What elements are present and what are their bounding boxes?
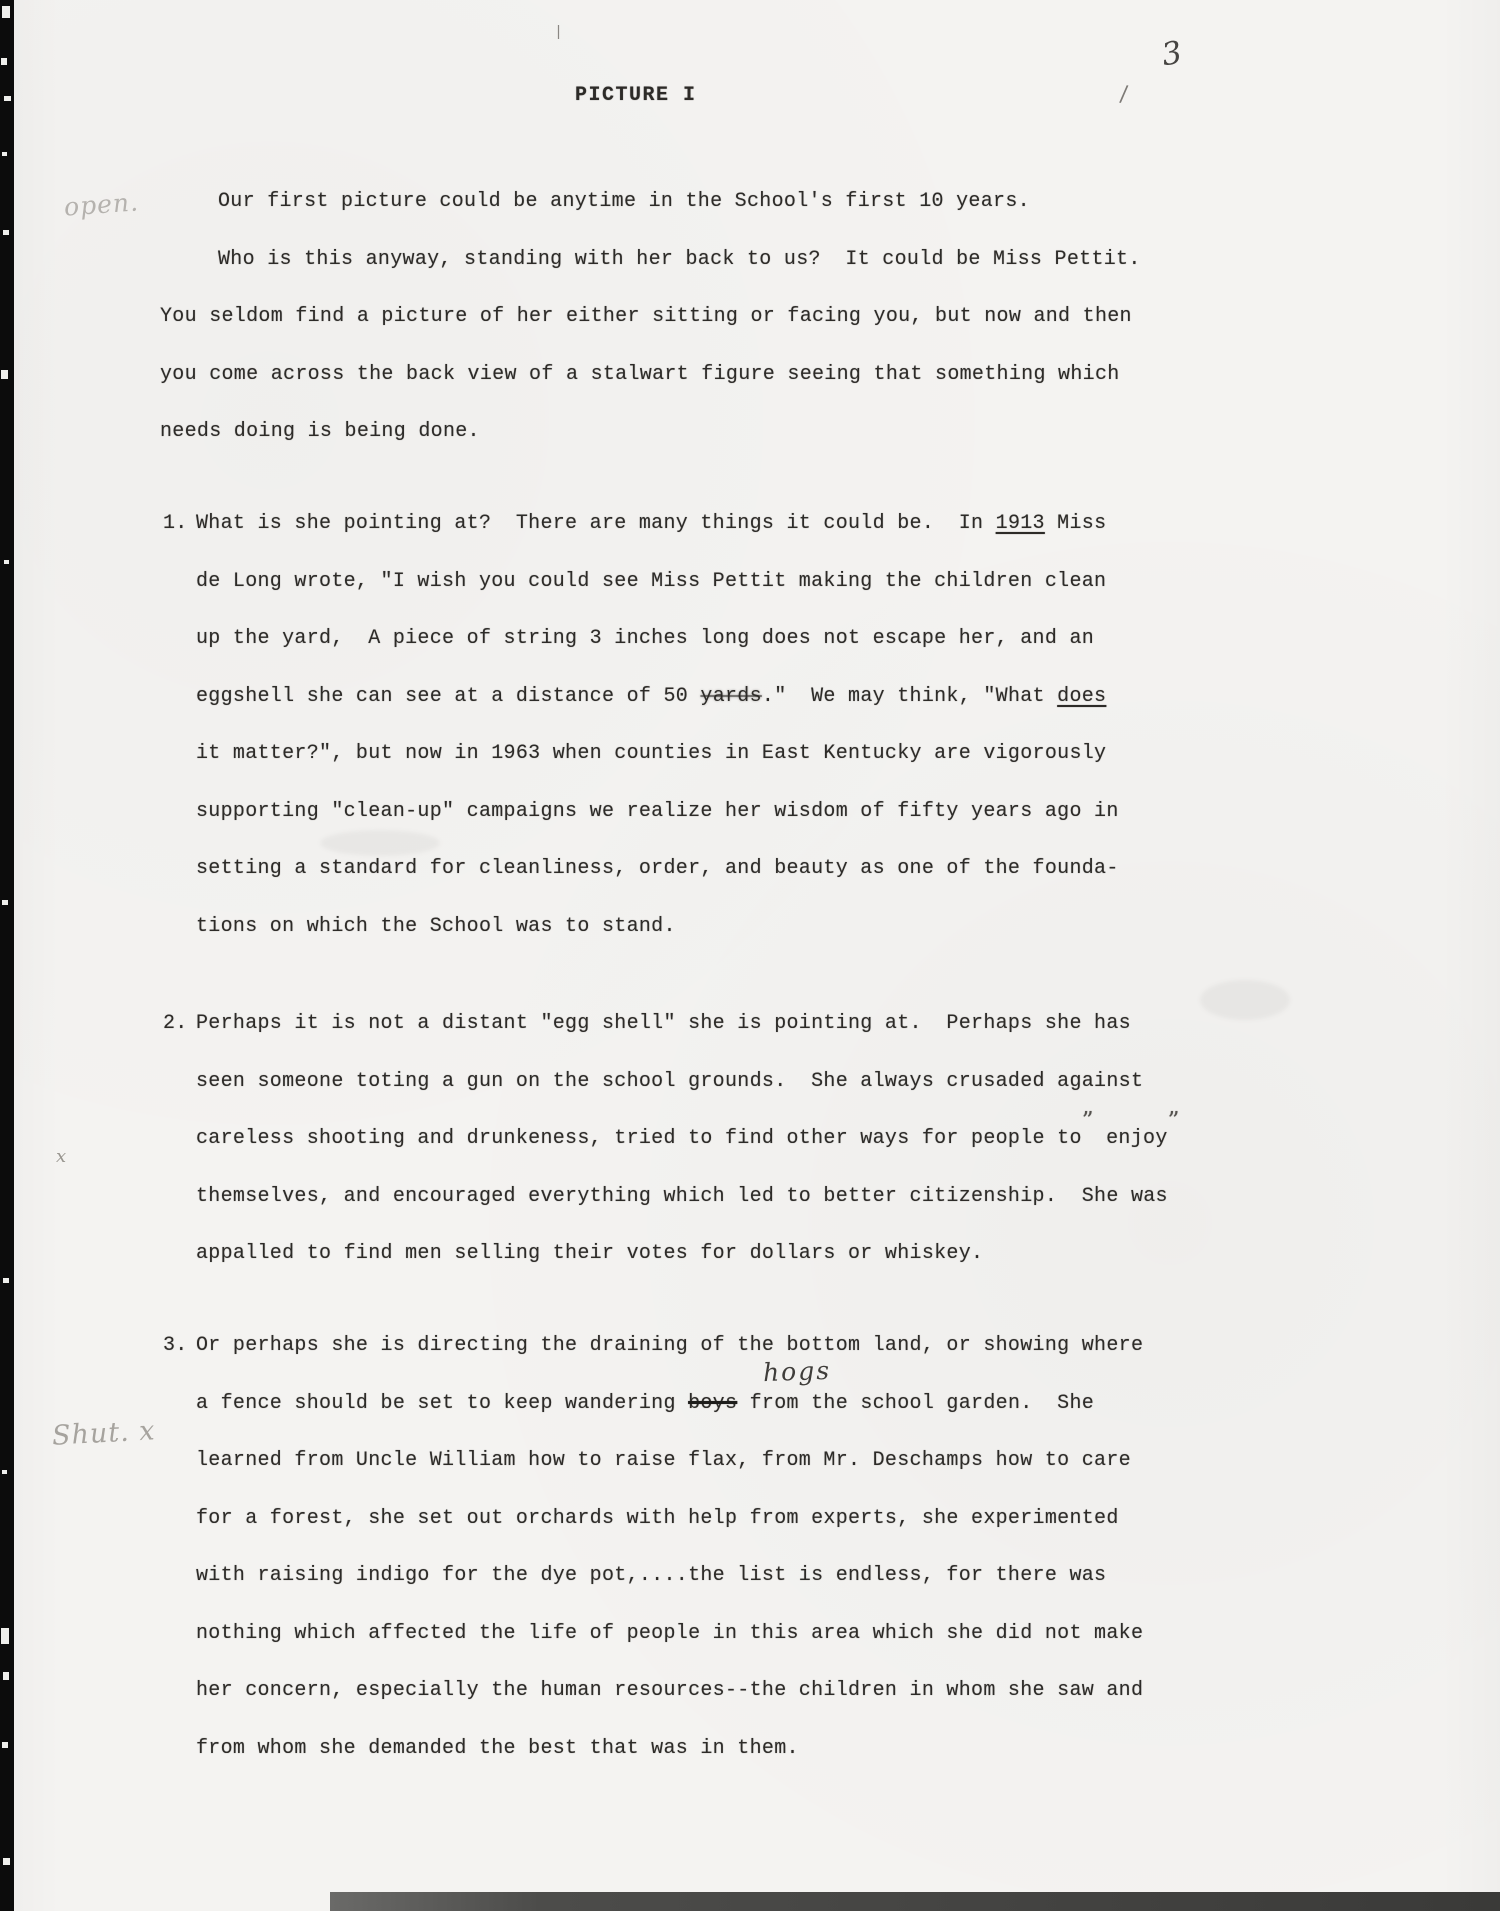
film-speck — [2, 152, 7, 156]
text-line: for a forest, she set out orchards with help from experts, she experimented — [196, 1506, 1119, 1530]
film-speck — [3, 1672, 9, 1680]
handwritten-x-mark: x — [56, 1146, 67, 1167]
stray-tick-mark: | — [554, 24, 564, 41]
text-line: Our first picture could be anytime in the School's first 10 years. — [218, 190, 1030, 213]
handwritten-hogs-correction: hogs — [762, 1355, 832, 1388]
handwritten-note-open: open. — [63, 187, 140, 222]
text-segment: from the school garden. She — [737, 1391, 1095, 1415]
item-number: 1. — [163, 512, 188, 535]
underlined-year-1913: 1913 — [995, 512, 1045, 535]
text-segment: a fence should be set to keep wandering — [196, 1391, 689, 1415]
text-line: seen someone toting a gun on the school grounds. She always crusaded against — [196, 1069, 1144, 1093]
text-line: Or perhaps she is directing the draining of the bottom land, or showing where — [196, 1334, 1144, 1357]
scan-bottom-band — [330, 1892, 1500, 1911]
text-line: tions on which the School was to stand. — [196, 914, 676, 938]
numbered-item-2 — [163, 995, 1196, 1283]
text-line — [196, 1110, 1196, 1168]
text-line — [196, 495, 1196, 553]
film-speck — [1, 370, 8, 379]
stray-slash-mark: / — [1118, 81, 1129, 108]
text-line: needs doing is being done. — [160, 420, 480, 443]
text-line: supporting "clean-up" campaigns we realize her wisdom of fifty years ago in — [196, 799, 1119, 823]
text-line: themselves, and encouraged everything which led to better citizenship. She was — [196, 1184, 1168, 1208]
document-title: PICTURE I — [575, 84, 697, 107]
film-speck — [3, 1278, 9, 1283]
text-line: you come across the back view of a stalwart figure seeing that something which — [160, 362, 1120, 386]
struck-word-boys: boys — [688, 1391, 738, 1415]
text-line: it matter?", but now in 1963 when counties in East Kentucky are vigorously — [196, 742, 1107, 765]
handwritten-open-quote: ” — [1081, 1108, 1094, 1134]
text-line: nothing which affected the life of people in this area which she did not make — [196, 1621, 1144, 1645]
film-speck — [2, 1742, 8, 1748]
text-segment: What is she pointing at? There are many things it could be. In — [196, 512, 996, 535]
text-line: her concern, especially the human resources--the children in whom she saw and — [196, 1679, 1144, 1702]
paper-stain — [1200, 980, 1290, 1020]
text-segment: eggshell she can see at a distance of 50 — [196, 684, 701, 708]
film-speck — [3, 230, 9, 235]
text-line — [196, 668, 1196, 726]
text-line: up the yard, A piece of string 3 inches long does not escape her, and an — [196, 627, 1095, 650]
film-speck — [4, 560, 9, 564]
film-speck — [1, 1628, 9, 1644]
text-segment: careless shooting and drunkeness, tried to find other ways for people to — [196, 1127, 1082, 1150]
text-line: Who is this anyway, standing with her back to us? It could be Miss Pettit. — [218, 247, 1141, 271]
text-segment: Miss — [1044, 512, 1107, 535]
text-segment: enjoy — [1093, 1127, 1168, 1150]
text-segment: ." We may think, "What — [761, 684, 1058, 708]
handwritten-close-quote: ” — [1167, 1108, 1180, 1134]
text-line: learned from Uncle William how to raise flax, from Mr. Deschamps how to care — [196, 1449, 1131, 1472]
handwritten-note-shut: Shut. x — [51, 1415, 157, 1452]
numbered-item-1 — [163, 495, 1196, 955]
smudged-word-yards: yards — [700, 684, 762, 708]
underlined-word-does: does — [1057, 684, 1107, 708]
text-line: setting a standard for cleanliness, order, and beauty as one of the founda- — [196, 857, 1119, 880]
film-edge-strip — [0, 0, 14, 1911]
film-speck — [4, 96, 11, 101]
film-speck — [2, 1470, 7, 1474]
film-speck — [3, 1858, 10, 1865]
text-line: from whom she demanded the best that was in them. — [196, 1736, 799, 1760]
intro-paragraphs — [160, 173, 1170, 461]
text-line — [196, 1375, 1196, 1433]
text-line: de Long wrote, "I wish you could see Miss Pettit making the children clean — [196, 569, 1107, 593]
text-line: You seldom find a picture of her either sitting or facing you, but now and then — [160, 305, 1132, 328]
item-number: 2. — [163, 1012, 188, 1035]
text-line: Perhaps it is not a distant "egg shell" she is pointing at. Perhaps she has — [196, 1012, 1131, 1035]
page-number: 3 — [1159, 34, 1185, 74]
text-line: appalled to find men selling their votes for dollars or whiskey. — [196, 1242, 984, 1265]
item-number: 3. — [163, 1334, 188, 1357]
numbered-item-3 — [163, 1317, 1196, 1777]
text-line: with raising indigo for the dye pot,....the list is endless, for there was — [196, 1564, 1107, 1587]
film-speck — [1, 58, 7, 65]
film-speck — [2, 900, 8, 905]
film-speck — [2, 6, 10, 18]
